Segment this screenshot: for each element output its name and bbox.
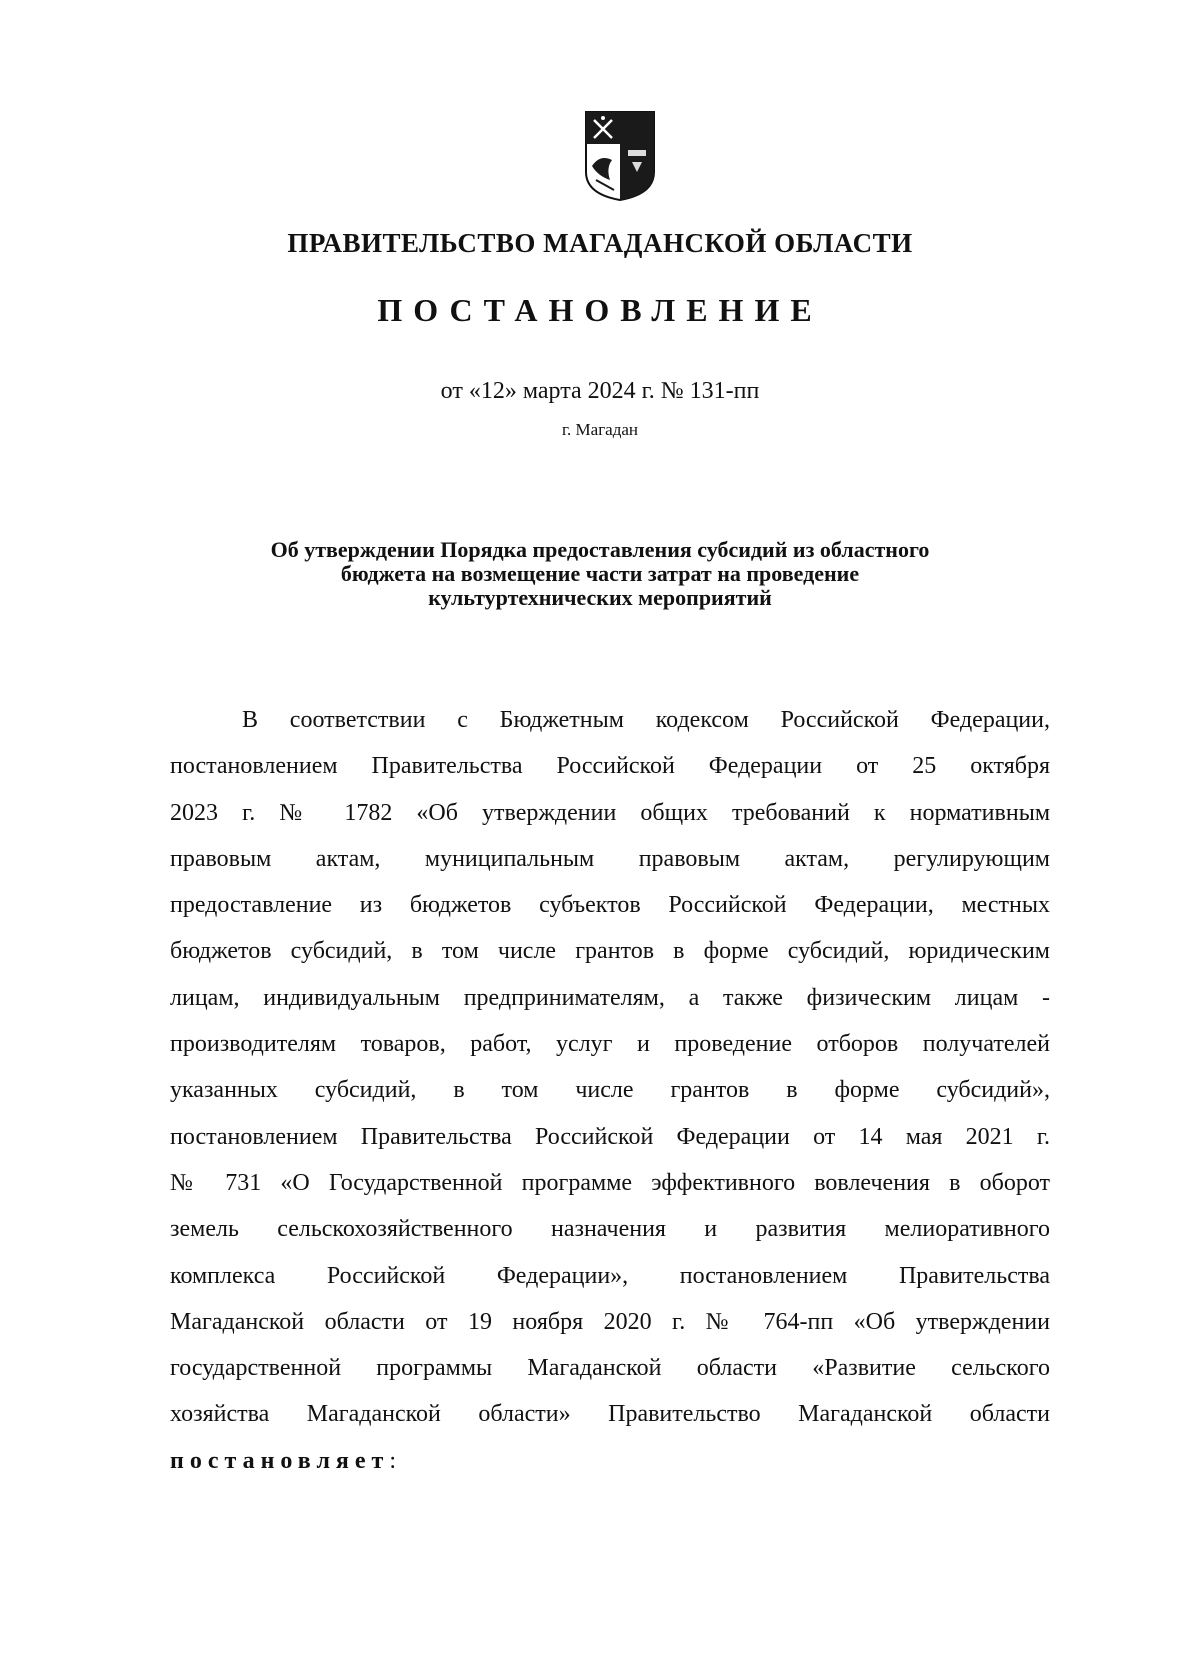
document-type-heading: ПОСТАНОВЛЕНИЕ: [377, 292, 823, 328]
body-line: производителям товаров, работ, услуг и проведение отборов получателей: [170, 1031, 1050, 1058]
body-line: В соответствии с Бюджетным кодексом Российской Федерации,: [242, 707, 1050, 733]
body-line: лицам, индивидуальным предпринимателям, а также физическим лицам -: [170, 984, 1050, 1011]
document-city: г. Магадан: [561, 420, 639, 439]
body-line: государственной программы Магаданской области «Развитие сельского: [170, 1355, 1050, 1382]
body-line: Магаданской области от 19 ноября 2020 г. № 764-пп «Об утверждении: [170, 1308, 1050, 1335]
subject-line: бюджета на возмещение части затрат на проведение: [340, 561, 860, 586]
body-line: 2023 г. № 1782 «Об утверждении общих требований к нормативным: [170, 799, 1050, 826]
body-line: предоставление из бюджетов субъектов Российской Федерации, местных: [170, 892, 1050, 919]
decree-word: постановляет: [170, 1447, 390, 1474]
body-line: № 731 «О Государственной программе эффективного вовлечения в оборот: [170, 1169, 1050, 1196]
body-line: комплекса Российской Федерации», постановлением Правительства: [170, 1262, 1050, 1289]
document-subject: [150, 538, 1050, 610]
body-line: постановлением Правительства Российской Федерации от 14 мая 2021 г.: [170, 1123, 1050, 1150]
document-body: [170, 697, 1050, 1484]
body-line: хозяйства Магаданской области» Правительство Магаданской области: [170, 1401, 1050, 1428]
magadan-coat-of-arms-icon: [582, 110, 658, 202]
organization-title: ПРАВИТЕЛЬСТВО МАГАДАНСКОЙ ОБЛАСТИ: [287, 228, 913, 258]
subject-line: Об утверждении Порядка предоставления субсидий из областного: [270, 537, 930, 562]
body-line: постановлением Правительства Российской Федерации от 25 октября: [170, 753, 1050, 780]
subject-line: культуртехнических мероприятий: [428, 585, 772, 610]
document-date-number: от «12» марта 2024 г. № 131-пп: [440, 378, 760, 404]
body-line: бюджетов субсидий, в том числе грантов в форме субсидий, юридическим: [170, 938, 1050, 965]
decree-colon: :: [389, 1447, 396, 1474]
decree-line: [170, 1438, 1050, 1484]
body-line: земель сельскохозяйственного назначения и развития мелиоративного: [170, 1216, 1050, 1243]
body-line: правовым актам, муниципальным правовым актам, регулирующим: [170, 845, 1050, 872]
body-line: указанных субсидий, в том числе грантов в форме субсидий»,: [170, 1077, 1050, 1104]
